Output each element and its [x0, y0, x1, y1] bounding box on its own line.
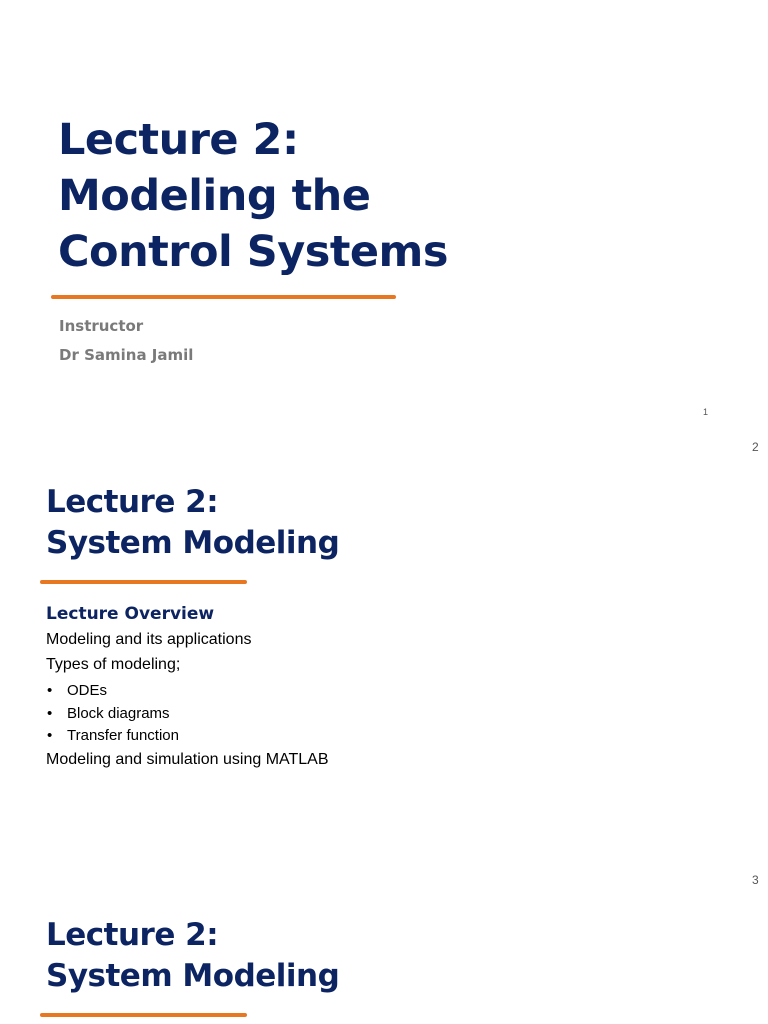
overview-line-2: Types of modeling; [46, 656, 181, 673]
slide-2-title-line-2: System Modeling [46, 525, 340, 561]
overview-line-1: Modeling and its applications [46, 631, 252, 648]
instructor-name: Dr Samina Jamil [59, 346, 194, 364]
slide-1-title-line-1: Lecture 2: [58, 115, 299, 165]
instructor-label: Instructor [59, 317, 144, 335]
slide-3-title [46, 915, 339, 997]
list-item [46, 703, 179, 726]
modeling-types-list [46, 680, 179, 748]
slide-3-title-line-1: Lecture 2: [46, 917, 219, 953]
bullet-icon: • [47, 704, 53, 722]
list-item [46, 680, 179, 703]
list-item-text: ODEs [67, 682, 108, 699]
slide-3-title-line-2: System Modeling [46, 958, 340, 994]
list-item [46, 725, 179, 748]
slide-2-title [46, 482, 339, 564]
slide-3-page-number: 3 [752, 873, 759, 887]
slide-1-title-line-2: Modeling the [58, 171, 371, 221]
slide-1-title-line-3: Control Systems [58, 227, 448, 277]
overview-final-line: Modeling and simulation using MATLAB [46, 751, 329, 768]
slide-1-page-number: 1 [703, 407, 709, 417]
slide-2-title-underline [40, 580, 247, 584]
lecture-overview-heading: Lecture Overview [46, 604, 215, 624]
bullet-icon: • [47, 682, 53, 699]
bullet-icon: • [47, 727, 53, 744]
slide-3-title-underline [40, 1013, 247, 1017]
list-item-text: Transfer function [67, 727, 179, 744]
slide-2-page-number: 2 [752, 440, 759, 454]
slide-3 [0, 870, 768, 1024]
list-item-text: Block diagrams [67, 704, 170, 722]
slide-2-title-line-1: Lecture 2: [46, 484, 219, 520]
